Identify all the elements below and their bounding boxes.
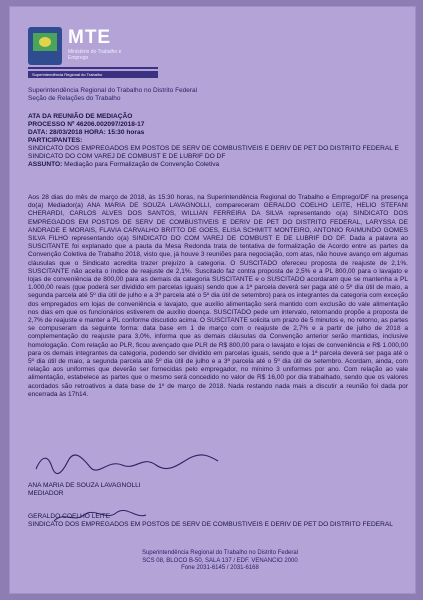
assunto-text: Mediação para Formalização de Convenção Coletiva [64, 161, 220, 168]
mediator-name: ANA MARIA DE SOUZA LAVAGNOLLI [28, 482, 141, 489]
document-title: ATA DA REUNIÃO DE MEDIAÇÃO [28, 113, 133, 120]
mediator-block [28, 482, 141, 498]
ministry-bar: Superintendência Regional do Trabalho [28, 71, 158, 78]
mediator-role: MEDIADOR [28, 490, 64, 497]
data-label: DATA: [28, 129, 48, 136]
minutes-body: Aos 28 dias do mês de março de 2018, às 15:30 horas, na Superintendência Regional do Trabalho e Emprego/DF na presença do(a) Mediador(a) ANA MARIA DE SOUZA LAVAGNOLLI, compareceram GERALDO COELHO LEITE, HELIO STEFANI CHERARDI, CARLOS ALVES DOS SANTOS, WILLIAN FERREIRA DA SILVA representando o(a) SINDICATO DOS EMPREGADOS EM POSTOS DE SERV DE COMBUSTIVEIS E DERIV DE PET DO DISTRITO FEDERAL, LARYSSA DE ANDRADE E MORAIS, FLAVIA CARVALHO BRITTO DE GOES, ELISA SCHMITT MONTEIRO, ANTONIO RAIMUNDO GOMES SILVA FILHO representando o(a) SINDICATO DO COM VAREJ DE COMBUST E DE LUBRIF DO DF. Dada a palavra ao SUSCITANTE foi explanado que a pauta da Mesa Redonda trata de tentativa de formalização de Acordo entre as partes da Convenção Coletiva de Trabalho 2018, visto que, já houve 3 reuniões para negociação, com atas, não houve avanço em algumas cláusulas que o Sindicato acredita trazer prejuízo à categoria. O SUSCITADO ofereceu proposta de reajuste de 2,1%. SUSCITANTE não aceita o índice de reajuste de 2,1%. Suscitado faz contra proposta de 2,5% e a PL 800,00 para o lavajato e lojas de conveniência de 800,00 para as demais da categoria SUSCITANTE e o SUSCITADO acordaram que se mantenha a PL 1.000,00 reais (que poderá ser dividido em parcelas iguais) sendo que a 1ª parcela deverá ser paga até o 5º dia útil de maio, a segunda parcela até 5º dia útil de julho e a 3ª parcela até o 5º dia útil de setembro) para os integrantes da categoria com exceção dos empregados em lojas de conveniência e lavajato, que auxílio alimentação será mantido com exclusão do vale alimentação nos dias em que os funcionários estiverem de auxílio doença. SUSCITADO pede um intervalo, retornando propõe a proposta de 2,7% de reajuste e manter a PL conforme discutido acima. O SUSCITANTE solicita um prazo de 5 minutos e, no retorno, as partes se compuseram da seguinte forma: data base em 1 de março com o reajuste de 2,7% e a partir de julho de 2018 a complementação do reajuste para 3,0%, informa que as demais cláusulas da Convenção anterior serão mantidas, inclusive homologação. Com relação ao PLR, ficou avençado que PLR de R$ 800,00 para o lavajato e lojas de conveniência e R$ 1.000,00 para os demais integrantes da categoria, podendo ser dividido em parcelas iguais, sendo que a 1ª parcela deverá ser paga até o 5º dia útil de maio, a segunda parcela até 5º dia útil de julho e a 3ª parcela até o 5º dia útil de setembro. Acordam, ainda, com relação aos uniformes que deverão ser fornecidas pelo empregador, no mínimo 3 uniformes por ano. Com relação ao vale alimentação, estabelece as partes que o mesmo será concedido no valor de R$ 16,00 por dia trabalhado, sendo que os valores acordados são retroativos a data base de 1º de março de 2018. Nada restando nada mais a discutir a reunião foi dada por encerrada às 17h14. [28, 194, 408, 398]
document-page [10, 7, 415, 593]
organization-header [28, 87, 197, 103]
processo-label: PROCESSO Nº [28, 121, 75, 128]
mediator-signature [32, 447, 222, 477]
brazil-flag-icon [28, 27, 62, 65]
meeting-metadata [28, 113, 408, 169]
org-line-2: Seção de Relações do Trabalho [28, 95, 121, 102]
logo-subtitle: Ministério do Trabalho e Emprego [68, 49, 122, 61]
footer-line-2: SCS 08, BLOCO B-50, SALA 137 / EDF. VENANCIO 2000 [142, 557, 298, 564]
divider [28, 67, 158, 69]
footer-line-1: Superintendência Regional do Trabalho no Distrito Federal [141, 550, 299, 556]
footer-line-3: Fone 2031-6145 / 2031-6168 [181, 565, 259, 572]
page-footer [110, 550, 330, 573]
assunto-label: ASSUNTO: [28, 161, 63, 168]
mte-logo [28, 27, 168, 87]
participantes-text: SINDICATO DOS EMPREGADOS EM POSTOS DE SERV DE COMBUSTIVEIS E DERIV DE PET DO DISTRITO FEDERAL E SINDICATO DO COM VAREJ DE COMBUST E DE LUBRIF DO DF [28, 145, 399, 160]
meeting-date: 28/03/2018 HORA: 15:30 horas [49, 129, 145, 136]
logo-text: MTE [68, 27, 112, 48]
processo-number: 46206.002097/2018-17 [76, 121, 145, 128]
participantes-label: PARTICIPANTES: [28, 137, 83, 144]
party-block [28, 513, 408, 529]
org-line-1: Superintendência Regional do Trabalho no Distrito Federal [28, 87, 198, 94]
party-org: SINDICATO DOS EMPREGADOS EM POSTOS DE SERV DE COMBUSTIVEIS E DERIV DE PET DO DISTRITO FEDERAL [28, 521, 393, 528]
party-name: GERALDO COELHO LEITE [28, 513, 111, 520]
